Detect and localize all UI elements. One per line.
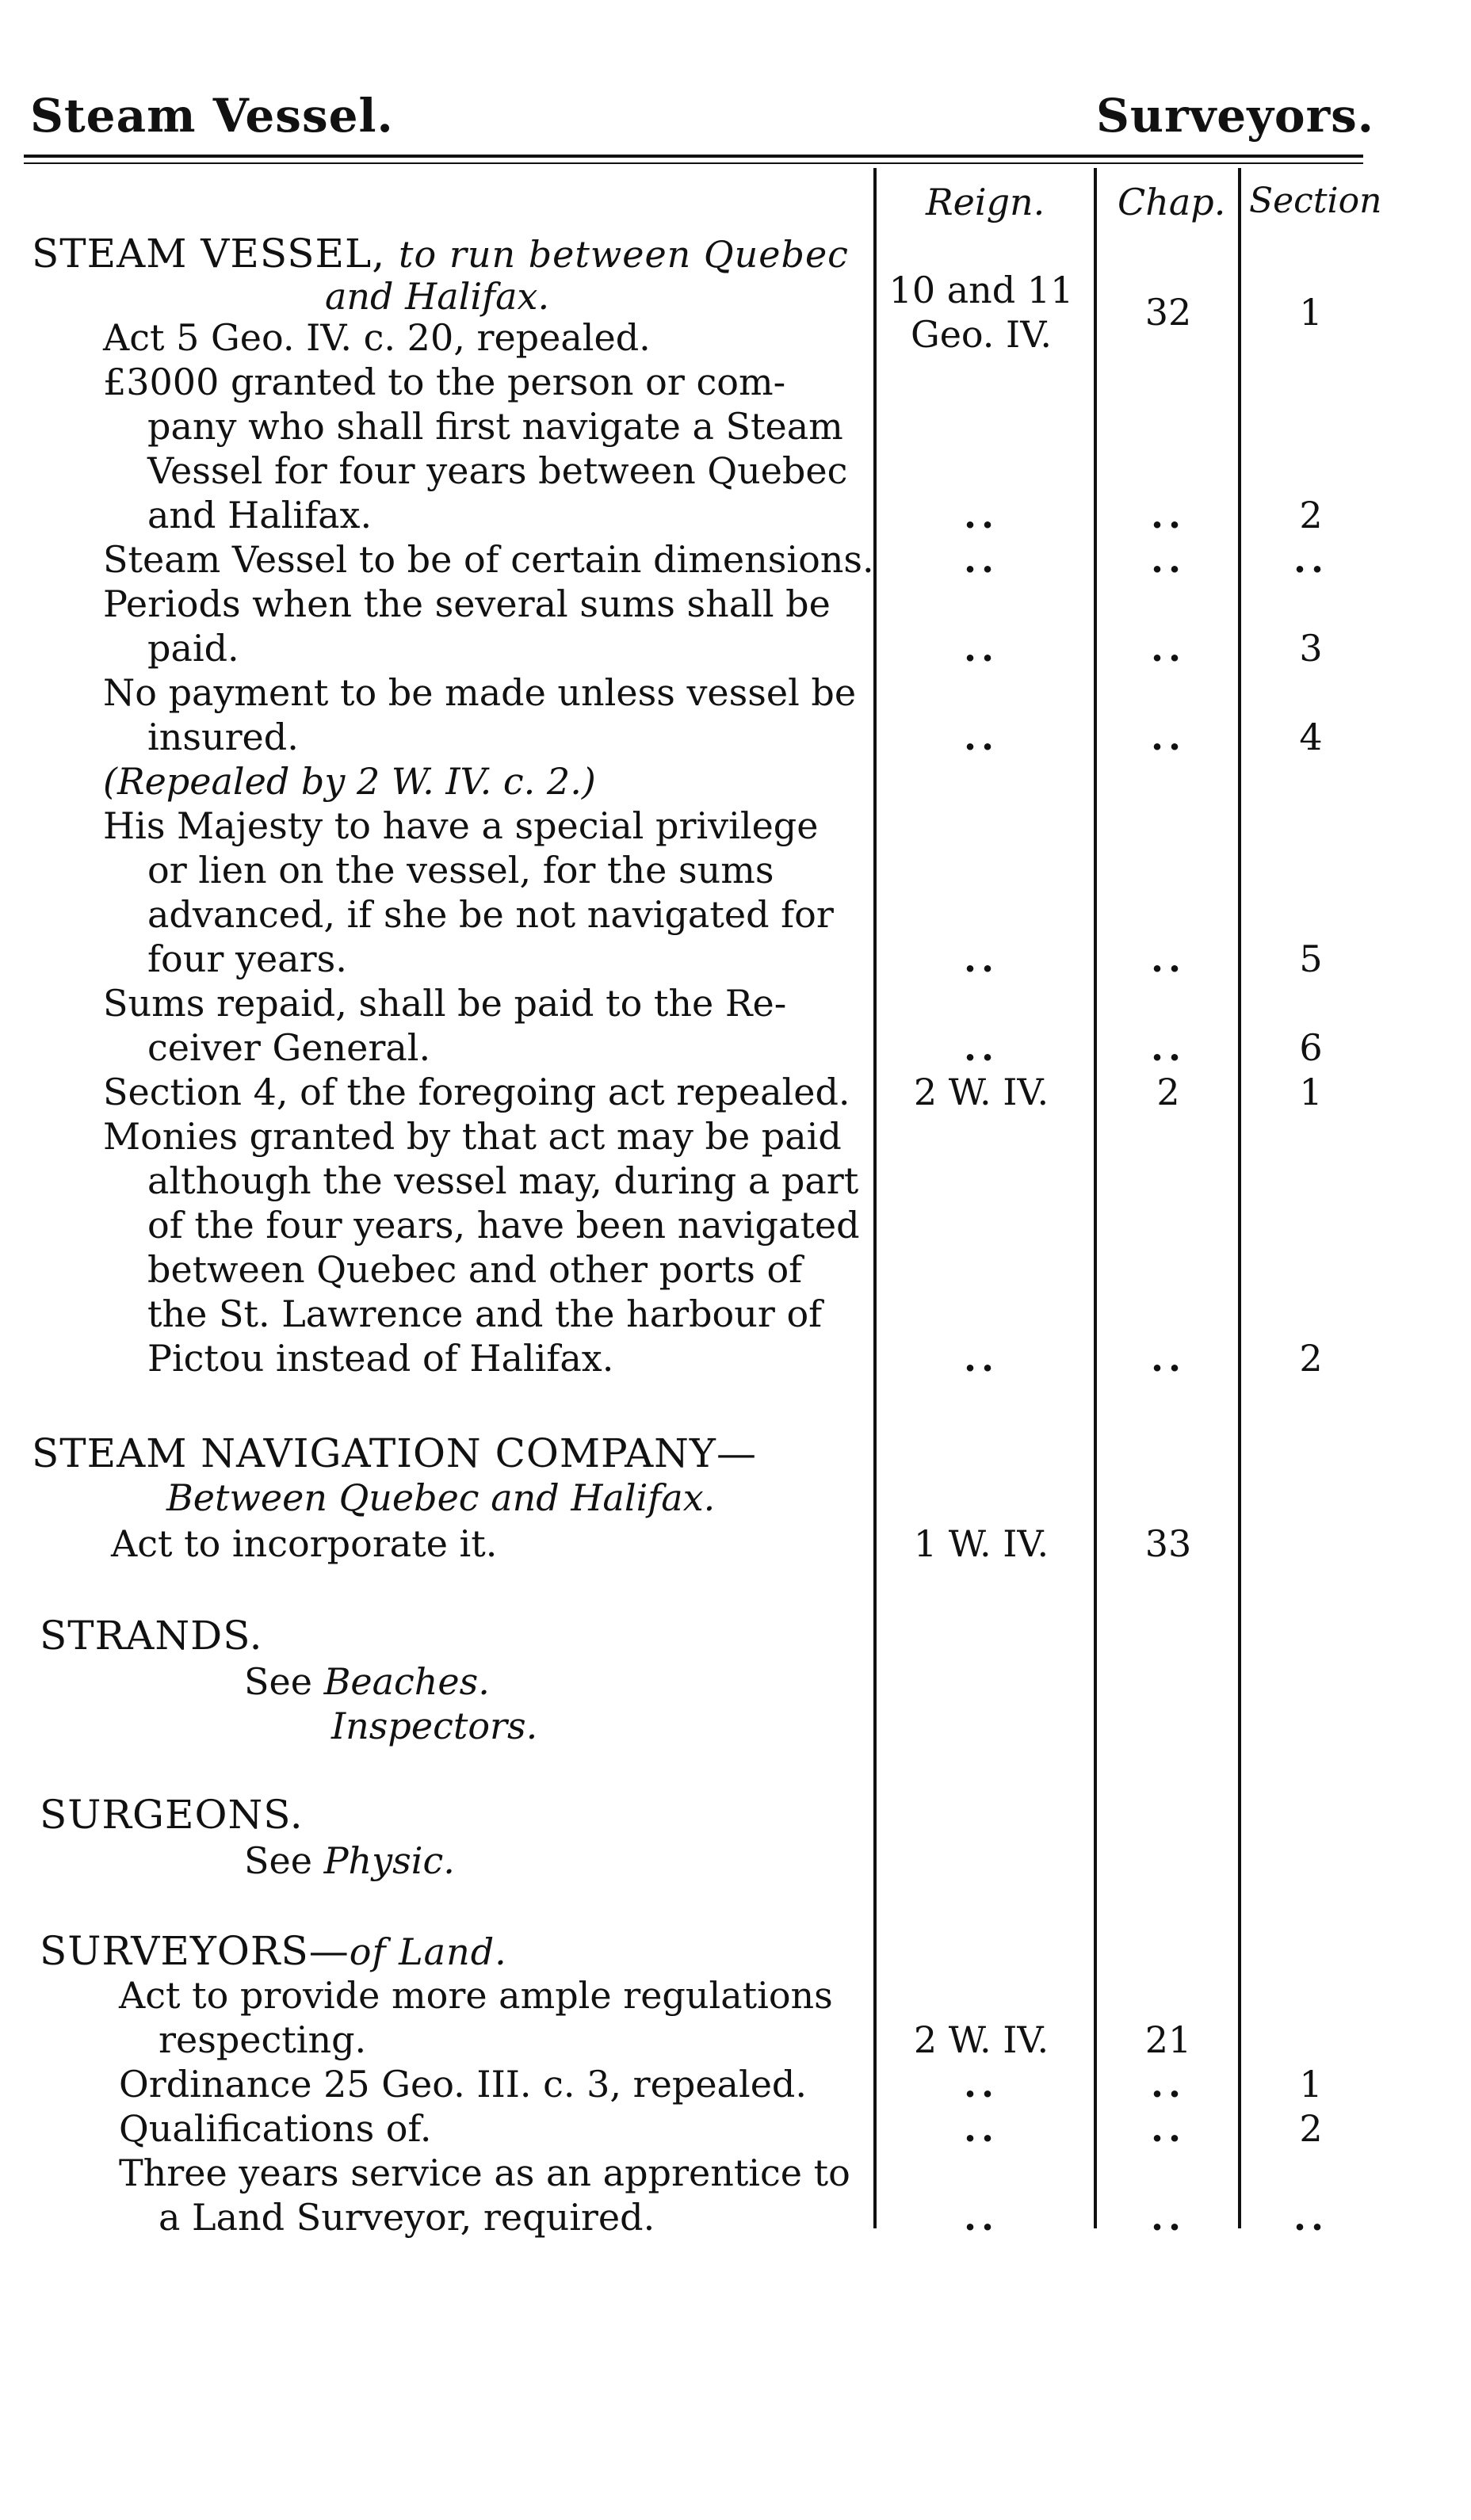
ditto-mark: .. [1150, 538, 1186, 581]
entry-line: ceiver General. [147, 1026, 431, 1069]
ditto-mark: .. [963, 494, 999, 536]
chap-cell: 32 [1144, 291, 1192, 334]
entry-line: of the four years, have been navigated [147, 1204, 860, 1247]
cross-reference-target: Inspectors. [331, 1705, 538, 1747]
entry-line: respecting. [159, 2018, 367, 2061]
entry-line: No payment to be made unless vessel be [103, 671, 857, 714]
entry-line: Ordinance 25 Geo. III. c. 3, repealed. [119, 2063, 807, 2106]
entry-line: Section 4, of the foregoing act repealed. [103, 1071, 850, 1113]
reign-cell: Geo. IV. [910, 313, 1053, 356]
column-header-section: Section [1249, 181, 1382, 221]
ditto-mark: .. [963, 1337, 999, 1380]
section-cell: 1 [1299, 2063, 1323, 2106]
ditto-mark: .. [1150, 937, 1186, 980]
entry-line: paid. [147, 627, 239, 670]
ditto-mark: .. [1150, 494, 1186, 536]
entry-heading-surveyors [40, 1929, 507, 1974]
entry-line: Act 5 Geo. IV. c. 20, repealed. [103, 316, 651, 359]
cross-reference-target: Beaches. [323, 1660, 490, 1703]
header-rule [24, 155, 1363, 158]
ditto-mark: .. [963, 2063, 999, 2106]
ditto-mark: .. [1150, 2063, 1186, 2106]
entry-line: insured. [147, 716, 299, 758]
ditto-mark: .. [1150, 716, 1186, 758]
entry-line: a Land Surveyor, required. [159, 2196, 655, 2239]
section-cell: 6 [1299, 1026, 1323, 1069]
section-cell: 5 [1299, 937, 1323, 980]
ditto-mark: .. [963, 2196, 999, 2239]
entry-line: Periods when the several sums shall be [103, 582, 831, 625]
section-cell: 3 [1299, 627, 1323, 670]
column-divider-reign [873, 168, 877, 2228]
entry-line: Act to provide more ample regulations [119, 1974, 833, 2017]
chap-cell: 21 [1144, 2018, 1192, 2061]
heading-italic: of Land. [349, 1930, 507, 1973]
ditto-mark: .. [1150, 2107, 1186, 2150]
ditto-mark: .. [1150, 1337, 1186, 1380]
entry-line: Three years service as an apprentice to [119, 2152, 850, 2194]
heading-italic: to run between Quebec [399, 233, 849, 276]
entry-line: between Quebec and other ports of [147, 1248, 803, 1291]
ditto-mark: .. [1150, 627, 1186, 670]
column-divider-chap [1094, 168, 1097, 2228]
entry-line: Qualifications of. [119, 2107, 432, 2150]
reign-cell: 1 W. IV. [913, 1522, 1049, 1565]
entry-line: His Majesty to have a special privilege [103, 804, 819, 847]
entry-line: Pictou instead of Halifax. [147, 1337, 614, 1380]
column-header-reign: Reign. [926, 181, 1045, 223]
column-header-chap: Chap. [1118, 181, 1226, 223]
entry-line: advanced, if she be not navigated for [147, 893, 834, 936]
entry-line: Monies granted by that act may be paid [103, 1115, 842, 1158]
reign-cell: 10 and 11 [888, 269, 1074, 311]
section-cell: 1 [1299, 291, 1323, 334]
chap-cell: 33 [1144, 1522, 1192, 1565]
entry-line: four years. [147, 937, 347, 980]
entry-heading-surgeons: SURGEONS. [40, 1792, 304, 1838]
entry-line: Vessel for four years between Quebec [147, 449, 848, 492]
entry-line: and Halifax. [147, 494, 373, 536]
section-cell: 1 [1299, 1071, 1323, 1113]
reign-cell: 2 W. IV. [913, 2018, 1049, 2061]
heading-text: SURVEYORS— [40, 1928, 350, 1974]
repeal-note: (Repealed by 2 W. IV. c. 2.) [103, 760, 596, 803]
entry-heading-strands: STRANDS. [40, 1613, 263, 1659]
heading-text: STEAM VESSEL, [32, 231, 386, 277]
chap-cell: 2 [1156, 1071, 1180, 1113]
ditto-mark: .. [1150, 1026, 1186, 1069]
ditto-mark: .. [963, 1026, 999, 1069]
section-cell: .. [1293, 2196, 1329, 2239]
entry-line: Steam Vessel to be of certain dimensions. [103, 538, 874, 581]
entry-line: Sums repaid, shall be paid to the Re- [103, 982, 787, 1025]
ditto-mark: .. [963, 627, 999, 670]
entry-line: or lien on the vessel, for the sums [147, 849, 774, 892]
entry-heading-steam-navigation: STEAM NAVIGATION COMPANY— [32, 1430, 757, 1476]
section-cell: 2 [1299, 2107, 1323, 2150]
entry-subheading: Between Quebec and Halifax. [166, 1476, 716, 1519]
ditto-mark: .. [1150, 2196, 1186, 2239]
see-label: See [244, 1660, 312, 1703]
entry-line: £3000 granted to the person or com- [103, 361, 786, 403]
entry-line: pany who shall first navigate a Steam [147, 405, 843, 448]
section-cell: 4 [1299, 716, 1323, 758]
cross-reference-target: Physic. [323, 1839, 455, 1882]
entry-line: although the vessel may, during a part [147, 1159, 859, 1202]
ditto-mark: .. [963, 2107, 999, 2150]
running-head-right: Surveyors. [1095, 89, 1374, 143]
ditto-mark: .. [963, 937, 999, 980]
reign-cell: 2 W. IV. [913, 1071, 1049, 1113]
cross-reference [244, 1659, 490, 1704]
column-divider-section [1238, 168, 1241, 2228]
heading-italic-continued: and Halifax. [325, 275, 550, 318]
cross-reference [244, 1838, 455, 1883]
entry-line: Act to incorporate it. [111, 1522, 498, 1565]
section-cell: 2 [1299, 494, 1323, 536]
header-rule-thin [24, 162, 1363, 164]
entry-heading-steam-vessel [32, 231, 849, 277]
ditto-mark: .. [963, 716, 999, 758]
running-head-left: Steam Vessel. [30, 89, 394, 143]
section-cell: 2 [1299, 1337, 1323, 1380]
entry-line: the St. Lawrence and the harbour of [147, 1292, 823, 1335]
section-cell: .. [1293, 538, 1329, 581]
see-label: See [244, 1839, 312, 1882]
ditto-mark: .. [963, 538, 999, 581]
